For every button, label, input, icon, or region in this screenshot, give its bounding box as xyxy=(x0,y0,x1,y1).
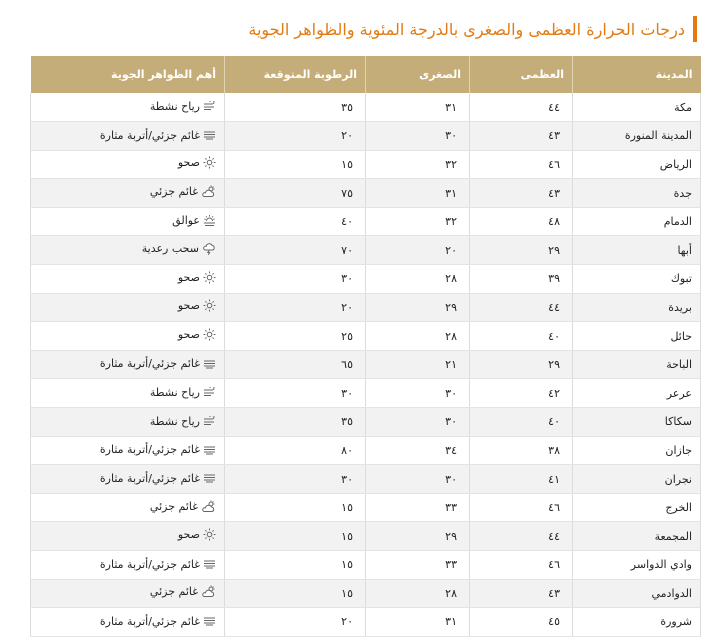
table-row xyxy=(31,150,701,179)
cell-city: وادي الدواسر xyxy=(573,551,701,580)
table-row xyxy=(31,207,701,236)
partly-cloudy-icon xyxy=(201,185,216,198)
cell-phenomenon xyxy=(31,265,225,294)
cell-city: الدوادمي xyxy=(573,579,701,608)
cell-min: ٢٨ xyxy=(366,322,470,351)
thunderstorm-icon xyxy=(202,242,216,255)
phenomenon-wrapper xyxy=(150,500,216,513)
title-row xyxy=(30,14,697,44)
partly-cloudy-icon xyxy=(201,500,216,513)
cell-max: ٤٦ xyxy=(470,150,573,179)
cell-max: ٤٦ xyxy=(470,551,573,580)
phenomenon-wrapper xyxy=(100,129,216,142)
cell-city: عرعر xyxy=(573,379,701,408)
phenomenon-label: غائم جزئي/أتربة مثارة xyxy=(99,614,200,628)
cell-min: ٣٤ xyxy=(366,436,470,465)
wind-icon xyxy=(203,387,216,397)
cell-city: حائل xyxy=(573,322,701,351)
cell-max: ٤٤ xyxy=(470,93,573,122)
cell-phenomenon xyxy=(31,322,225,351)
cell-max: ٤٣ xyxy=(470,122,573,151)
page-title: درجات الحرارة العظمى والصغرى بالدرجة المئوية والظواهر الجوية xyxy=(248,19,685,39)
table-row xyxy=(31,551,701,580)
dust-icon xyxy=(203,616,216,626)
cell-city: سكاكا xyxy=(573,408,701,437)
table-row xyxy=(31,93,701,122)
cell-min: ٢١ xyxy=(366,350,470,379)
cell-city: المجمعة xyxy=(573,522,701,551)
phenomenon-wrapper xyxy=(100,472,216,485)
cell-city: الباحة xyxy=(573,350,701,379)
cell-min: ٣٢ xyxy=(366,207,470,236)
cell-humidity: ١٥ xyxy=(225,150,366,179)
cell-phenomenon xyxy=(31,465,225,494)
cell-phenomenon xyxy=(31,522,225,551)
cell-city: نجران xyxy=(573,465,701,494)
table-body xyxy=(31,93,701,636)
table-row xyxy=(31,379,701,408)
phenomenon-wrapper xyxy=(178,328,216,341)
phenomenon-label: صحو xyxy=(177,528,200,542)
cell-city: أبها xyxy=(573,236,701,265)
cell-min: ٣٣ xyxy=(366,493,470,522)
table-row xyxy=(31,579,701,608)
cell-min: ٣٣ xyxy=(366,551,470,580)
table-row xyxy=(31,236,701,265)
cell-max: ٤١ xyxy=(470,465,573,494)
cell-phenomenon xyxy=(31,436,225,465)
cell-city: جازان xyxy=(573,436,701,465)
table-row xyxy=(31,322,701,351)
table-row xyxy=(31,493,701,522)
cell-humidity: ٢٠ xyxy=(225,293,366,322)
cell-min: ٣٠ xyxy=(366,379,470,408)
cell-max: ٤٠ xyxy=(470,408,573,437)
phenomenon-wrapper xyxy=(100,615,216,628)
phenomenon-wrapper xyxy=(150,100,216,113)
cell-min: ٣١ xyxy=(366,179,470,208)
cell-humidity: ٢٥ xyxy=(225,322,366,351)
cell-humidity: ١٥ xyxy=(225,522,366,551)
sun-icon xyxy=(203,328,216,341)
cell-max: ٢٩ xyxy=(470,350,573,379)
table-header xyxy=(31,56,701,93)
cell-humidity: ٦٥ xyxy=(225,350,366,379)
wind-icon xyxy=(203,416,216,426)
cell-phenomenon xyxy=(31,293,225,322)
phenomenon-wrapper xyxy=(142,242,216,255)
cell-humidity: ٣٥ xyxy=(225,408,366,437)
phenomenon-label: سحب رعدية xyxy=(141,242,199,256)
sun-icon xyxy=(203,271,216,284)
phenomenon-label: رياح نشطة xyxy=(149,414,200,428)
dust-icon xyxy=(203,445,216,455)
cell-max: ٤٢ xyxy=(470,379,573,408)
cell-phenomenon xyxy=(31,379,225,408)
cell-min: ٣١ xyxy=(366,93,470,122)
cell-max: ٤٥ xyxy=(470,608,573,637)
header-row xyxy=(31,56,701,93)
header-phenomena: أهم الظواهر الجوية xyxy=(111,68,216,81)
phenomenon-wrapper xyxy=(178,299,216,312)
table-row xyxy=(31,350,701,379)
phenomenon-label: عوالق xyxy=(172,213,200,227)
cell-city: تبوك xyxy=(573,265,701,294)
cell-city: جدة xyxy=(573,179,701,208)
weather-table xyxy=(30,56,701,637)
cell-city: مكة xyxy=(573,93,701,122)
wind-icon xyxy=(203,101,216,111)
phenomenon-label: غائم جزئي xyxy=(149,499,198,513)
cell-min: ٣٠ xyxy=(366,122,470,151)
cell-phenomenon xyxy=(31,236,225,265)
phenomenon-label: صحو xyxy=(177,270,200,284)
phenomenon-wrapper xyxy=(150,386,216,399)
phenomenon-label: غائم جزئي/أتربة مثارة xyxy=(99,443,200,457)
cell-phenomenon xyxy=(31,493,225,522)
cell-humidity: ٢٠ xyxy=(225,608,366,637)
cell-humidity: ١٥ xyxy=(225,551,366,580)
table-row xyxy=(31,265,701,294)
dust-icon xyxy=(203,130,216,140)
phenomenon-wrapper xyxy=(178,271,216,284)
phenomenon-wrapper xyxy=(172,214,216,227)
cell-phenomenon xyxy=(31,408,225,437)
phenomenon-wrapper xyxy=(100,558,216,571)
cell-max: ٤٤ xyxy=(470,522,573,551)
table-row xyxy=(31,522,701,551)
phenomenon-wrapper xyxy=(150,415,216,428)
cell-humidity: ٣٠ xyxy=(225,379,366,408)
phenomenon-label: غائم جزئي xyxy=(149,185,198,199)
cell-min: ٣٠ xyxy=(366,465,470,494)
cell-min: ٣٠ xyxy=(366,408,470,437)
cell-humidity: ١٥ xyxy=(225,579,366,608)
dust-icon xyxy=(203,559,216,569)
cell-phenomenon xyxy=(31,551,225,580)
cell-min: ٢٠ xyxy=(366,236,470,265)
cell-max: ٤٣ xyxy=(470,179,573,208)
cell-max: ٤٦ xyxy=(470,493,573,522)
dust-icon xyxy=(203,473,216,483)
phenomenon-label: صحو xyxy=(177,299,200,313)
cell-city: الدمام xyxy=(573,207,701,236)
phenomenon-label: غائم جزئي xyxy=(149,585,198,599)
cell-humidity: ٤٠ xyxy=(225,207,366,236)
cell-max: ٤٤ xyxy=(470,293,573,322)
cell-max: ٢٩ xyxy=(470,236,573,265)
phenomenon-wrapper xyxy=(178,156,216,169)
table-row xyxy=(31,408,701,437)
phenomenon-wrapper xyxy=(150,585,216,598)
cell-phenomenon xyxy=(31,350,225,379)
cell-max: ٤٨ xyxy=(470,207,573,236)
phenomenon-wrapper xyxy=(178,528,216,541)
header-min: الصغرى xyxy=(366,56,470,93)
cell-min: ٢٨ xyxy=(366,265,470,294)
header-humidity: الرطوبة المتوقعة xyxy=(225,56,366,93)
cell-phenomenon xyxy=(31,579,225,608)
header-city: المدينة xyxy=(573,56,701,93)
cell-city: الخرج xyxy=(573,493,701,522)
cell-humidity: ٣٠ xyxy=(225,265,366,294)
table-row xyxy=(31,179,701,208)
phenomenon-label: صحو xyxy=(177,156,200,170)
cell-max: ٤٣ xyxy=(470,579,573,608)
table-row xyxy=(31,608,701,637)
header-max: العظمى xyxy=(470,56,573,93)
cell-city: شرورة xyxy=(573,608,701,637)
sun-icon xyxy=(203,299,216,312)
cell-city: المدينة المنورة xyxy=(573,122,701,151)
cell-min: ٢٩ xyxy=(366,293,470,322)
cell-phenomenon xyxy=(31,608,225,637)
phenomenon-label: صحو xyxy=(177,328,200,342)
dust-icon xyxy=(203,359,216,369)
cell-humidity: ١٥ xyxy=(225,493,366,522)
partly-cloudy-icon xyxy=(201,585,216,598)
cell-max: ٣٩ xyxy=(470,265,573,294)
cell-phenomenon xyxy=(31,122,225,151)
cell-humidity: ٣٥ xyxy=(225,93,366,122)
phenomenon-wrapper xyxy=(150,185,216,198)
cell-min: ٢٨ xyxy=(366,579,470,608)
cell-humidity: ٣٠ xyxy=(225,465,366,494)
table-row xyxy=(31,122,701,151)
cell-max: ٤٠ xyxy=(470,322,573,351)
sun-icon xyxy=(203,528,216,541)
cell-min: ٣٢ xyxy=(366,150,470,179)
phenomenon-label: غائم جزئي/أتربة مثارة xyxy=(99,357,200,371)
cell-phenomenon xyxy=(31,207,225,236)
table-row xyxy=(31,465,701,494)
cell-min: ٣١ xyxy=(366,608,470,637)
cell-humidity: ٧٠ xyxy=(225,236,366,265)
phenomenon-label: غائم جزئي/أتربة مثارة xyxy=(99,557,200,571)
cell-city: الرياض xyxy=(573,150,701,179)
cell-max: ٣٨ xyxy=(470,436,573,465)
phenomenon-label: غائم جزئي/أتربة مثارة xyxy=(99,471,200,485)
cell-humidity: ٢٠ xyxy=(225,122,366,151)
phenomenon-label: غائم جزئي/أتربة مثارة xyxy=(99,128,200,142)
haze-icon xyxy=(203,214,216,227)
phenomenon-label: رياح نشطة xyxy=(149,385,200,399)
cell-phenomenon xyxy=(31,150,225,179)
cell-min: ٢٩ xyxy=(366,522,470,551)
sun-icon xyxy=(203,156,216,169)
cell-phenomenon xyxy=(31,93,225,122)
phenomenon-wrapper xyxy=(100,357,216,370)
cell-humidity: ٧٥ xyxy=(225,179,366,208)
table-row xyxy=(31,436,701,465)
cell-city: بريدة xyxy=(573,293,701,322)
phenomenon-label: رياح نشطة xyxy=(149,99,200,113)
title-accent-bar xyxy=(693,16,697,42)
phenomenon-wrapper xyxy=(100,443,216,456)
cell-phenomenon xyxy=(31,179,225,208)
table-row xyxy=(31,293,701,322)
cell-humidity: ٨٠ xyxy=(225,436,366,465)
